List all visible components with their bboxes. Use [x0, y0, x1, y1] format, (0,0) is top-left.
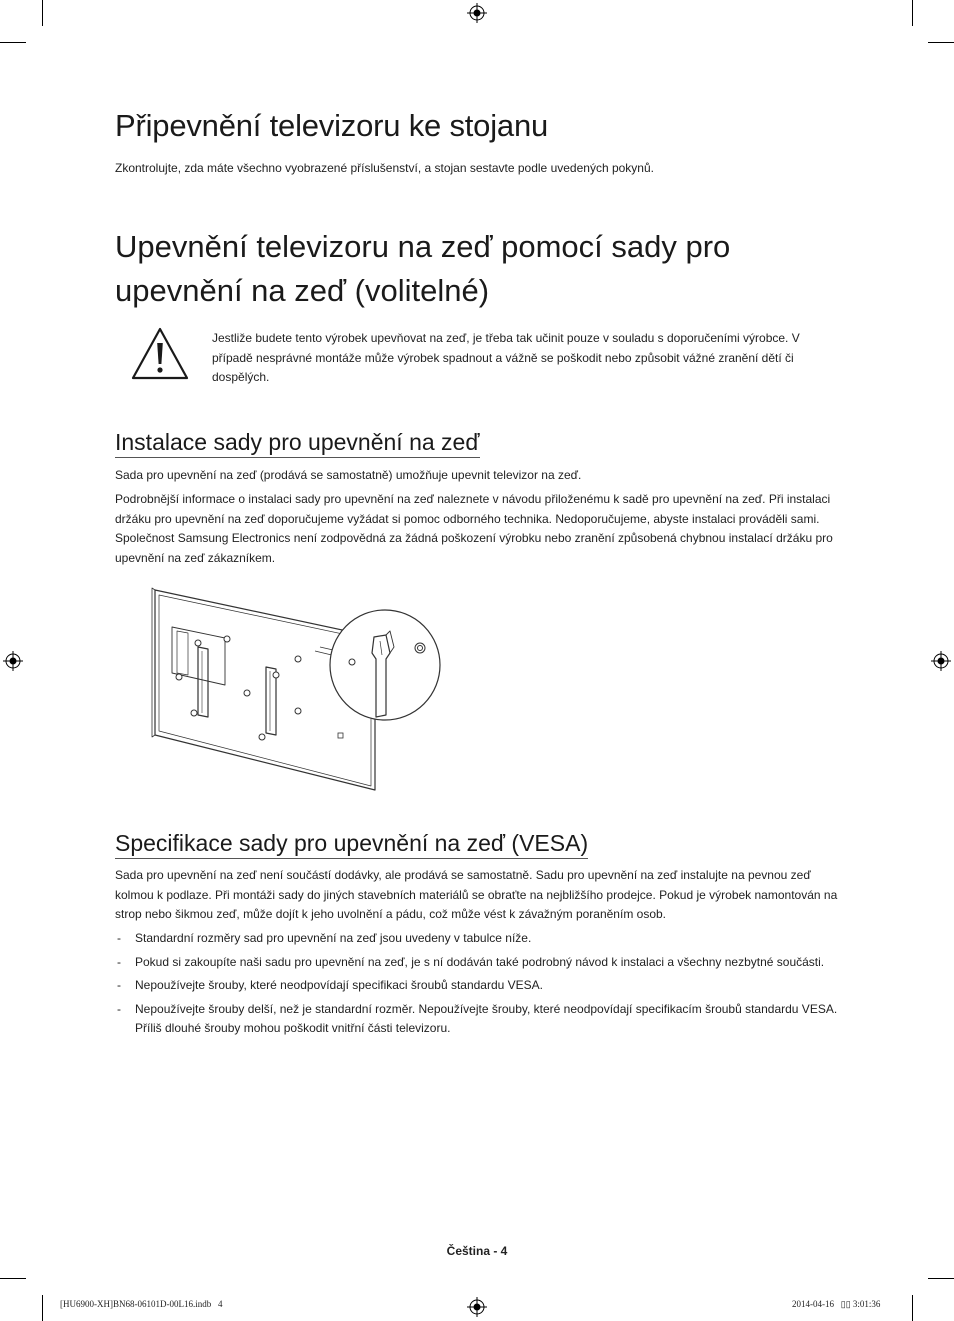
page-title: Připevnění televizoru ke stojanu	[115, 108, 549, 143]
list-item	[115, 1000, 840, 1039]
installation-paragraph-2: Podrobnější informace o instalaci sady pro upevnění na zeď naleznete v návodu přiloženému k sadě pro upevnění na zeď. Při instalaci držáku pro upevnění na zeď doporučujeme vyžádat si pomoc odborného technika. Nedoporučujeme, abyste instalaci prováděli sami. Společnost Samsung Electronics není zodpovědná za žádná poškození výrobku nebo zranění způsobená chybnou instalací držáku pro upevnění na zeď zákazníkem.	[115, 492, 833, 565]
vesa-paragraph: Sada pro upevnění na zeď není součástí dodávky, ale prodává se samostatně. Sadu pro upevnění na zeď instalujte na pevnou zeď kolmou k podlaze. Při montáži sady do jiných stavebních materiálů se obraťte na nejbližšího prodejce. Pokud je výrobek namontován na strop nebo šikmou zeď, může dojít k jeho uvolnění a pádu, což může vést k závažným poraněním osob.	[115, 868, 838, 921]
crop-mark	[42, 1295, 43, 1321]
list-item	[115, 929, 840, 949]
bullet-text: Standardní rozměry sad pro upevnění na zeď jsou uvedeny v tabulce níže.	[135, 931, 532, 945]
bullet-text: Nepoužívejte šrouby, které neodpovídají specifikaci šroubů standardu VESA.	[135, 978, 544, 992]
bullet-marker: -	[117, 954, 121, 969]
crop-mark	[912, 0, 913, 26]
wall-mount-illustration	[150, 585, 450, 795]
vesa-bullet-list	[115, 929, 840, 1043]
crop-mark	[928, 1278, 954, 1279]
section-title-installation: Instalace sady pro upevnění na zeď	[115, 428, 480, 458]
registration-mark-icon	[931, 651, 951, 671]
print-slug-date: 2014-04-16 ▯▯ 3:01:36	[792, 1299, 881, 1309]
registration-mark-icon	[467, 3, 487, 23]
bullet-text: Nepoužívejte šrouby delší, než je standardní rozměr. Nepoužívejte šrouby, které neodpovídají specifikacím šroubů standardu VESA. Příliš dlouhé šrouby mohou poškodit vnitřní části televizoru.	[135, 1001, 838, 1035]
section-title-wall-mount: Upevnění televizoru na zeď pomocí sady pro upevnění na zeď (volitelné)	[115, 229, 731, 308]
page-number: Čeština - 4	[446, 1244, 508, 1258]
warning-icon	[131, 326, 189, 382]
crop-mark	[912, 1295, 913, 1321]
installation-paragraph-1: Sada pro upevnění na zeď (prodává se samostatně) umožňuje upevnit televizor na zeď.	[115, 468, 582, 482]
bullet-marker: -	[117, 978, 121, 992]
list-item	[115, 976, 840, 996]
bullet-text: Pokud si zakoupíte naši sadu pro upevnění na zeď, je s ní dodáván také podrobný návod k instalaci a všechny nezbytné součásti.	[135, 954, 825, 969]
bullet-marker: -	[117, 1001, 121, 1016]
list-item	[115, 953, 840, 973]
warning-text: Jestliže budete tento výrobek upevňovat na zeď, je třeba tak učinit pouze v souladu s doporučeními výrobce. V případě nesprávné montáže může výrobek spadnout a vážně se poškodit nebo způsobit vážné zranění dětí či dospělých.	[212, 331, 800, 384]
registration-mark-icon	[467, 1297, 487, 1317]
registration-mark-icon	[3, 651, 23, 671]
bullet-marker: -	[117, 931, 121, 945]
crop-mark	[0, 42, 26, 43]
print-slug-file: [HU6900-XH]BN68-06101D-00L16.indb 4	[60, 1299, 223, 1309]
crop-mark	[0, 1278, 26, 1279]
intro-text: Zkontrolujte, zda máte všechno vyobrazené příslušenství, a stojan sestavte podle uvedených pokynů.	[115, 161, 654, 175]
crop-mark	[928, 42, 954, 43]
crop-mark	[42, 0, 43, 26]
section-title-vesa: Specifikace sady pro upevnění na zeď (VESA)	[115, 829, 588, 859]
